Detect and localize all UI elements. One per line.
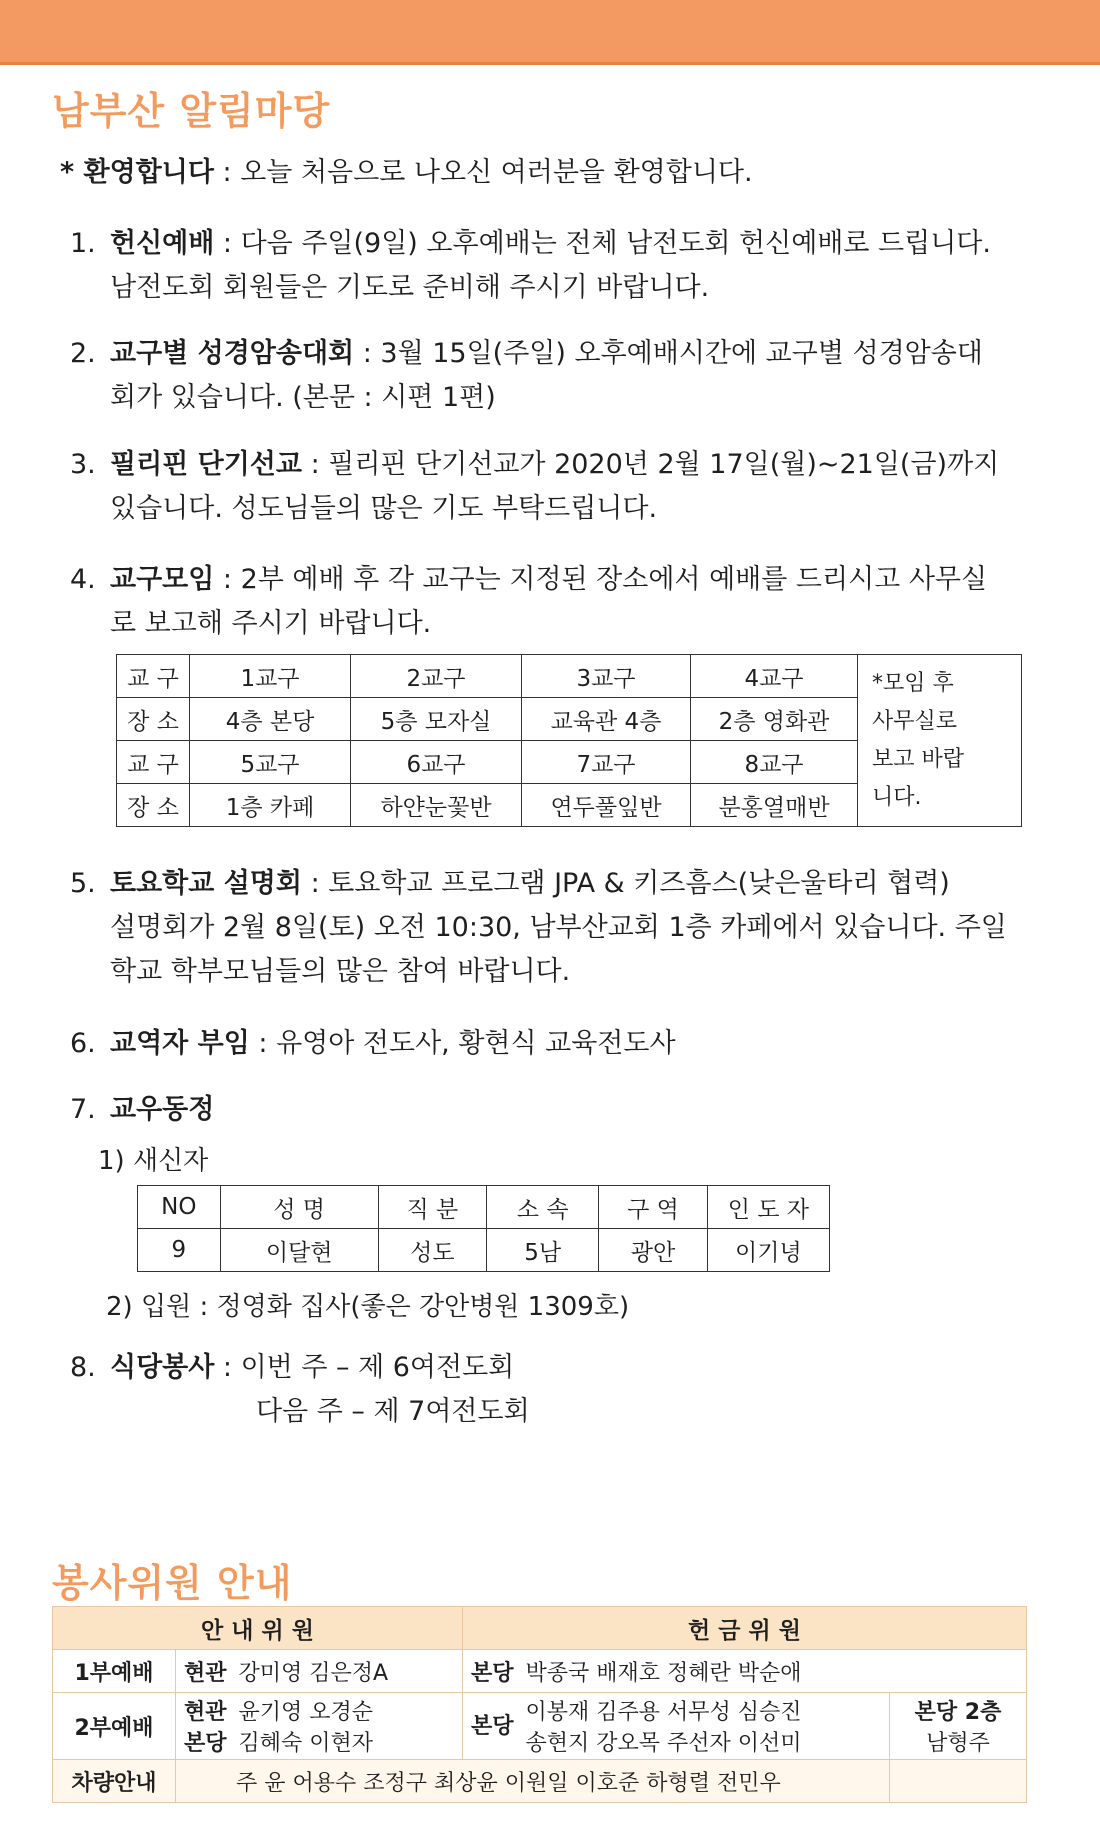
table-cell xyxy=(463,1650,1027,1693)
place-label: 본당 xyxy=(184,1731,227,1756)
table-header-cell: NO xyxy=(138,1186,221,1229)
item-text: : 필리핀 단기선교가 2020년 2월 17일(월)~21일(금)까지 xyxy=(301,449,1000,480)
note-line: *모임 후 xyxy=(872,670,954,696)
table-header-cell: 인 도 자 xyxy=(707,1186,829,1229)
table-cell: 하얀눈꽃반 xyxy=(351,784,522,827)
table-header-cell: 헌 금 위 원 xyxy=(463,1607,1027,1650)
table-cell: 6교구 xyxy=(351,741,522,784)
table-cell: 5교구 xyxy=(190,741,351,784)
item-continuation: 남전도회 회원들은 기도로 준비해 주시기 바랍니다. xyxy=(110,272,710,303)
item-text: : 3월 15일(주일) 오후예배시간에 교구별 성경암송대 xyxy=(354,338,983,369)
table-header-cell: 소 속 xyxy=(487,1186,599,1229)
table-cell: 연두풀잎반 xyxy=(522,784,691,827)
table-cell: 1교구 xyxy=(190,655,351,698)
row-label: 차량안내 xyxy=(53,1760,176,1803)
table-cell: 광안 xyxy=(599,1229,707,1272)
newcomer-table xyxy=(137,1185,830,1272)
names: 송현지 강오목 주선자 이선미 xyxy=(525,1731,802,1756)
hospital-note: 2) 입원 : 정영화 집사(좋은 강안병원 1309호) xyxy=(106,1292,630,1322)
table-header-cell: 안 내 위 원 xyxy=(53,1607,463,1650)
names: 주 윤 어용수 조정구 최상윤 이원일 이호준 하형렬 전민우 xyxy=(176,1760,890,1803)
table-cell: 5남 xyxy=(487,1229,599,1272)
item-title: 필리핀 단기선교 xyxy=(110,449,302,480)
note-line: 보고 바랍 xyxy=(872,746,965,772)
notice-item-3 xyxy=(70,443,1030,531)
service-section-title: 봉사위원 안내 xyxy=(52,1561,293,1605)
table-cell xyxy=(463,1693,890,1760)
row-label: 2부예배 xyxy=(53,1693,176,1760)
table-cell: 이기녕 xyxy=(707,1229,829,1272)
table-cell: 성도 xyxy=(378,1229,486,1272)
item-continuation: 회가 있습니다. (본문 : 시편 1편) xyxy=(110,382,496,413)
place-label: 본당 xyxy=(471,1714,514,1739)
table-cell: 4층 본당 xyxy=(190,698,351,741)
names: 강미영 김은정A xyxy=(238,1660,389,1686)
table-cell: 3교구 xyxy=(522,655,691,698)
table-cell xyxy=(176,1650,463,1693)
item-continuation: 설명회가 2월 8일(토) 오전 10:30, 남부산교회 1층 카페에서 있습니다. 주일 xyxy=(110,912,1007,943)
item-title: 식당봉사 xyxy=(110,1352,215,1383)
place-label: 현관 xyxy=(184,1700,227,1725)
place-label: 본당 2층 xyxy=(914,1700,1002,1725)
item-title: 교구모임 xyxy=(110,564,215,595)
table-cell: 분홍열매반 xyxy=(691,784,858,827)
place-label: 본당 xyxy=(471,1660,514,1686)
table-header-cell: 성 명 xyxy=(220,1186,378,1229)
notice-item-1 xyxy=(70,222,1030,310)
item-continuation: 있습니다. 성도님들의 많은 기도 부탁드립니다. xyxy=(110,493,658,524)
table-cell: 1층 카페 xyxy=(190,784,351,827)
table-header-cell: 직 분 xyxy=(378,1186,486,1229)
item-text: : 유영아 전도사, 황현식 교육전도사 xyxy=(249,1028,676,1059)
names: 윤기영 오경순 xyxy=(238,1700,374,1725)
notice-item-5 xyxy=(70,862,1030,994)
table-row xyxy=(53,1760,1027,1803)
welcome-line xyxy=(60,150,753,189)
item-number: 3. xyxy=(70,449,96,480)
table-cell: 2층 영화관 xyxy=(691,698,858,741)
table-row xyxy=(138,1229,830,1272)
item-title: 교역자 부임 xyxy=(110,1028,250,1059)
names: 남형주 xyxy=(926,1731,990,1756)
table-cell: 장 소 xyxy=(117,784,190,827)
notice-item-4 xyxy=(70,558,1030,646)
item-text: : 다음 주일(9일) 오후예배는 전체 남전도회 헌신예배로 드립니다. xyxy=(214,228,991,259)
table-row xyxy=(138,1186,830,1229)
item-number: 6. xyxy=(70,1028,96,1059)
item-continuation: 다음 주 – 제 7여전도회 xyxy=(256,1396,530,1427)
row-label: 1부예배 xyxy=(53,1650,176,1693)
item-number: 4. xyxy=(70,564,96,595)
item-number: 7. xyxy=(70,1094,96,1125)
item-continuation: 학교 학부모님들의 많은 참여 바랍니다. xyxy=(110,956,571,987)
item-text: : 2부 예배 후 각 교구는 지정된 장소에서 예배를 드리시고 사무실 xyxy=(214,564,988,595)
item-text: : 이번 주 – 제 6여전도회 xyxy=(214,1352,515,1383)
table-cell: 교육관 4층 xyxy=(522,698,691,741)
page-title: 남부산 알림마당 xyxy=(52,89,331,133)
item-number: 8. xyxy=(70,1352,96,1383)
item-number: 2. xyxy=(70,338,96,369)
item-title: 교구별 성경암송대회 xyxy=(110,338,355,369)
place-label: 현관 xyxy=(184,1660,227,1686)
names: 이봉재 김주용 서무성 심승진 xyxy=(525,1700,802,1725)
district-note xyxy=(858,655,1022,827)
item-title: 토요학교 설명회 xyxy=(110,868,302,899)
names: 김혜숙 이현자 xyxy=(238,1731,374,1756)
table-cell: 교 구 xyxy=(117,741,190,784)
item-text: : 토요학교 프로그램 JPA & 키즈흠스(낮은울타리 협력) xyxy=(301,868,950,899)
welcome-text: : 오늘 처음으로 나오신 여러분을 환영합니다. xyxy=(213,157,753,188)
table-cell: 교 구 xyxy=(117,655,190,698)
item-number: 5. xyxy=(70,868,96,899)
table-cell xyxy=(890,1760,1027,1803)
item-title: 교우동정 xyxy=(110,1094,215,1125)
table-cell: 8교구 xyxy=(691,741,858,784)
newcomer-label: 1) 새신자 xyxy=(98,1146,209,1176)
table-cell: 이달현 xyxy=(220,1229,378,1272)
item-title: 헌신예배 xyxy=(110,228,215,259)
welcome-label: * 환영합니다 xyxy=(60,157,214,188)
table-cell: 장 소 xyxy=(117,698,190,741)
notice-item-8 xyxy=(70,1346,1030,1434)
names: 박종국 배재호 정혜란 박순애 xyxy=(525,1660,802,1686)
table-row xyxy=(53,1607,1027,1650)
note-line: 니다. xyxy=(872,784,922,810)
table-row xyxy=(117,655,1022,698)
table-cell: 9 xyxy=(138,1229,221,1272)
item-continuation: 로 보고해 주시기 바랍니다. xyxy=(110,608,432,639)
table-cell xyxy=(890,1693,1027,1760)
table-header-cell: 구 역 xyxy=(599,1186,707,1229)
table-cell: 7교구 xyxy=(522,741,691,784)
table-cell xyxy=(176,1693,463,1760)
table-row xyxy=(53,1693,1027,1760)
district-location-table xyxy=(116,654,1022,827)
notice-item-6 xyxy=(70,1022,1030,1066)
table-cell: 4교구 xyxy=(691,655,858,698)
top-color-bar xyxy=(0,0,1100,65)
service-committee-table xyxy=(52,1606,1027,1803)
table-cell: 2교구 xyxy=(351,655,522,698)
item-number: 1. xyxy=(70,228,96,259)
table-cell: 5층 모자실 xyxy=(351,698,522,741)
notice-item-7 xyxy=(70,1088,1030,1132)
notice-item-2 xyxy=(70,332,1030,420)
note-line: 사무실로 xyxy=(872,708,958,734)
table-row xyxy=(53,1650,1027,1693)
